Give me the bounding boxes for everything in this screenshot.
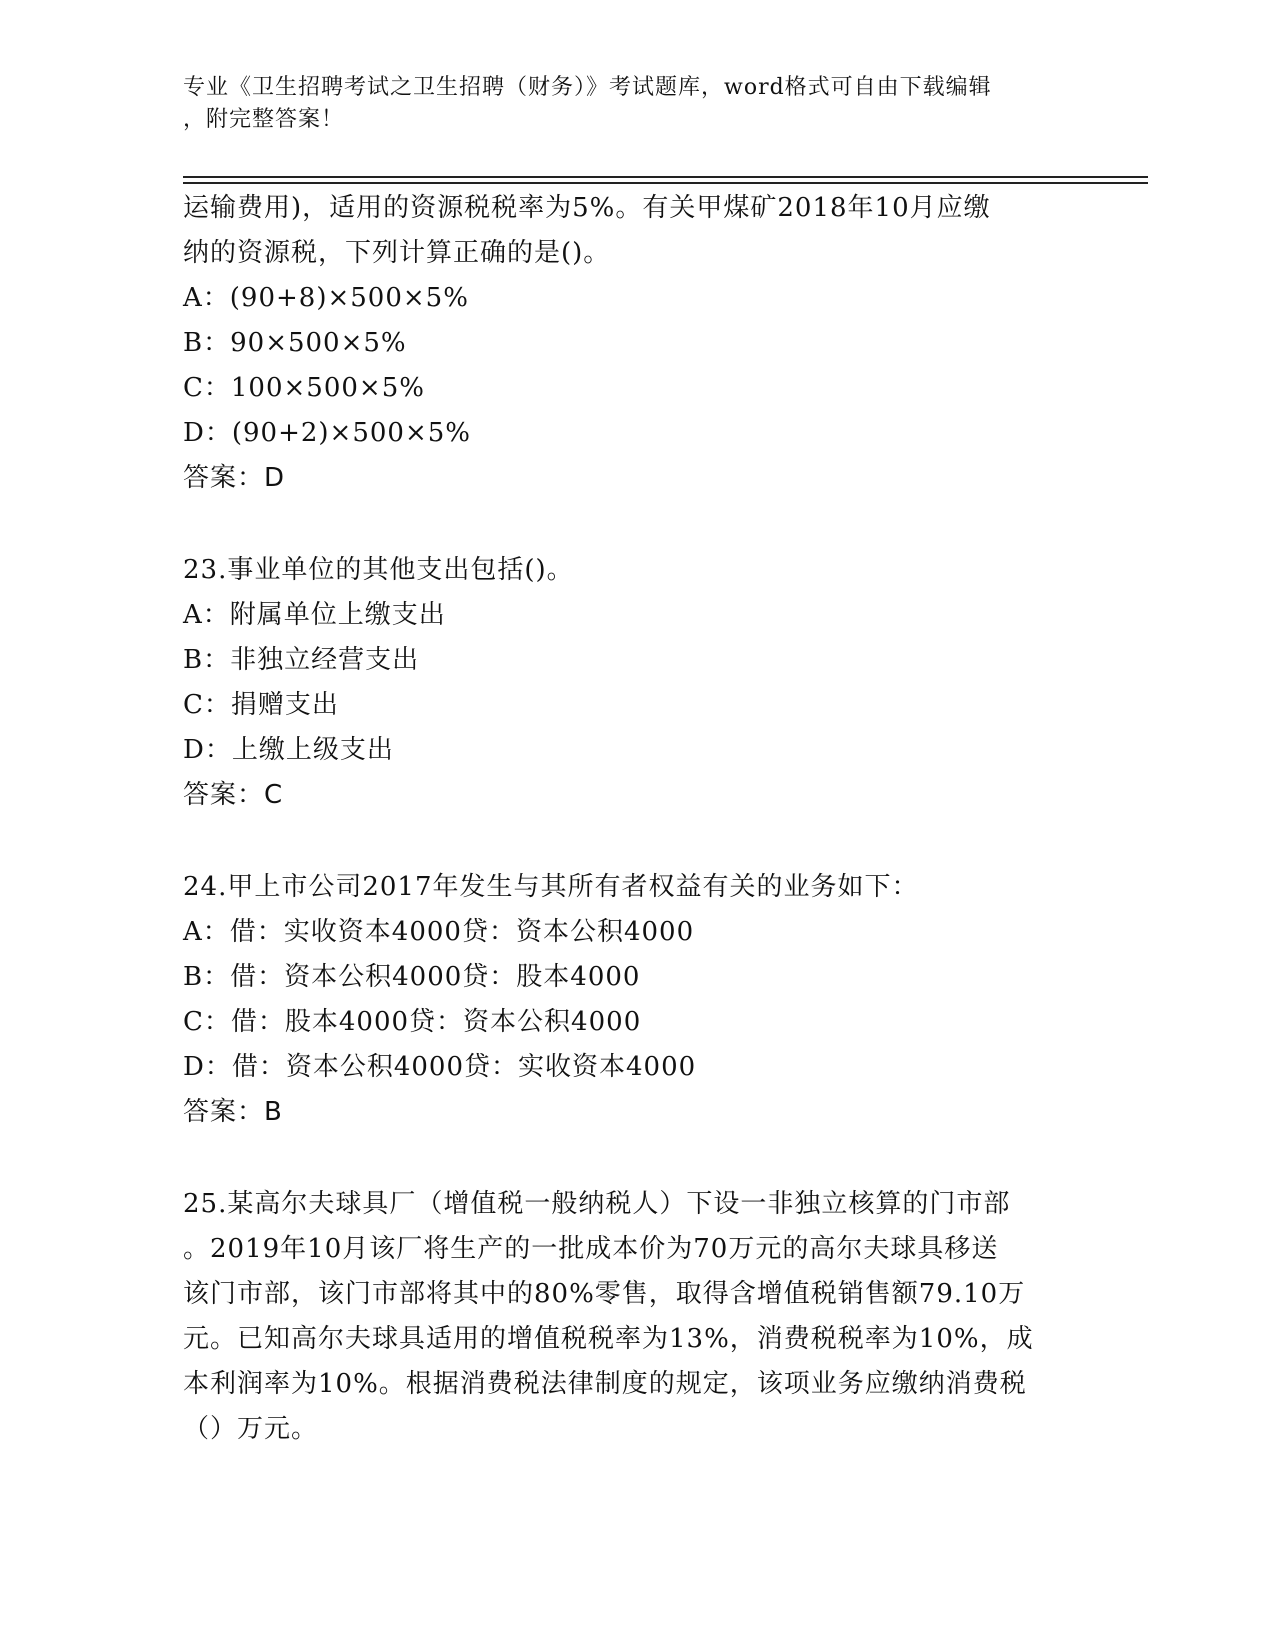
question-23 bbox=[183, 548, 1083, 818]
option-c: C：100×500×5% bbox=[183, 373, 425, 403]
option-b: B：借：资本公积4000贷：股本4000 bbox=[183, 962, 641, 992]
answer: 答案：D bbox=[183, 463, 286, 493]
header-line-1: 专业《卫生招聘考试之卫生招聘（财务）》考试题库，word格式可自由下载编辑 bbox=[183, 75, 992, 100]
question-text: 该门市部，该门市部将其中的80%零售，取得含增值税销售额79.10万 bbox=[183, 1279, 1026, 1309]
question-22 bbox=[183, 186, 1083, 501]
question-text: 本利润率为10%。根据消费税法律制度的规定，该项业务应缴纳消费税 bbox=[183, 1369, 1027, 1399]
option-a: A：(90+8)×500×5% bbox=[183, 283, 469, 313]
answer: 答案：B bbox=[183, 1097, 283, 1127]
document-header bbox=[183, 72, 1083, 136]
answer: 答案：C bbox=[183, 780, 284, 810]
question-text: 元。已知高尔夫球具适用的增值税税率为13%，消费税税率为10%，成 bbox=[183, 1324, 1034, 1354]
document-body bbox=[183, 186, 1083, 1452]
question-text: 。2019年10月该厂将生产的一批成本价为70万元的高尔夫球具移送 bbox=[183, 1234, 999, 1264]
option-d: D：上缴上级支出 bbox=[183, 735, 394, 765]
question-24 bbox=[183, 865, 1083, 1135]
question-text: 纳的资源税，下列计算正确的是()。 bbox=[183, 238, 611, 268]
option-d: D：(90+2)×500×5% bbox=[183, 418, 471, 448]
header-line-2: ，附完整答案！ bbox=[183, 107, 345, 132]
option-d: D：借：资本公积4000贷：实收资本4000 bbox=[183, 1052, 697, 1082]
question-text: 24.甲上市公司2017年发生与其所有者权益有关的业务如下： bbox=[183, 872, 919, 902]
option-b: B：非独立经营支出 bbox=[183, 645, 420, 675]
question-25 bbox=[183, 1182, 1083, 1452]
question-text: 运输费用)，适用的资源税税率为5%。有关甲煤矿2018年10月应缴 bbox=[183, 193, 991, 223]
question-text: 23.事业单位的其他支出包括()。 bbox=[183, 555, 574, 585]
option-c: C：捐赠支出 bbox=[183, 690, 339, 720]
option-a: A：借：实收资本4000贷：资本公积4000 bbox=[183, 917, 695, 947]
header-divider-top bbox=[183, 176, 1148, 178]
header-divider-bottom bbox=[183, 182, 1148, 184]
option-a: A：附属单位上缴支出 bbox=[183, 600, 446, 630]
question-text: 25.某高尔夫球具厂（增值税一般纳税人）下设一非独立核算的门市部 bbox=[183, 1189, 1011, 1219]
option-b: B：90×500×5% bbox=[183, 328, 407, 358]
question-text: （）万元。 bbox=[183, 1414, 319, 1444]
option-c: C：借：股本4000贷：资本公积4000 bbox=[183, 1007, 642, 1037]
